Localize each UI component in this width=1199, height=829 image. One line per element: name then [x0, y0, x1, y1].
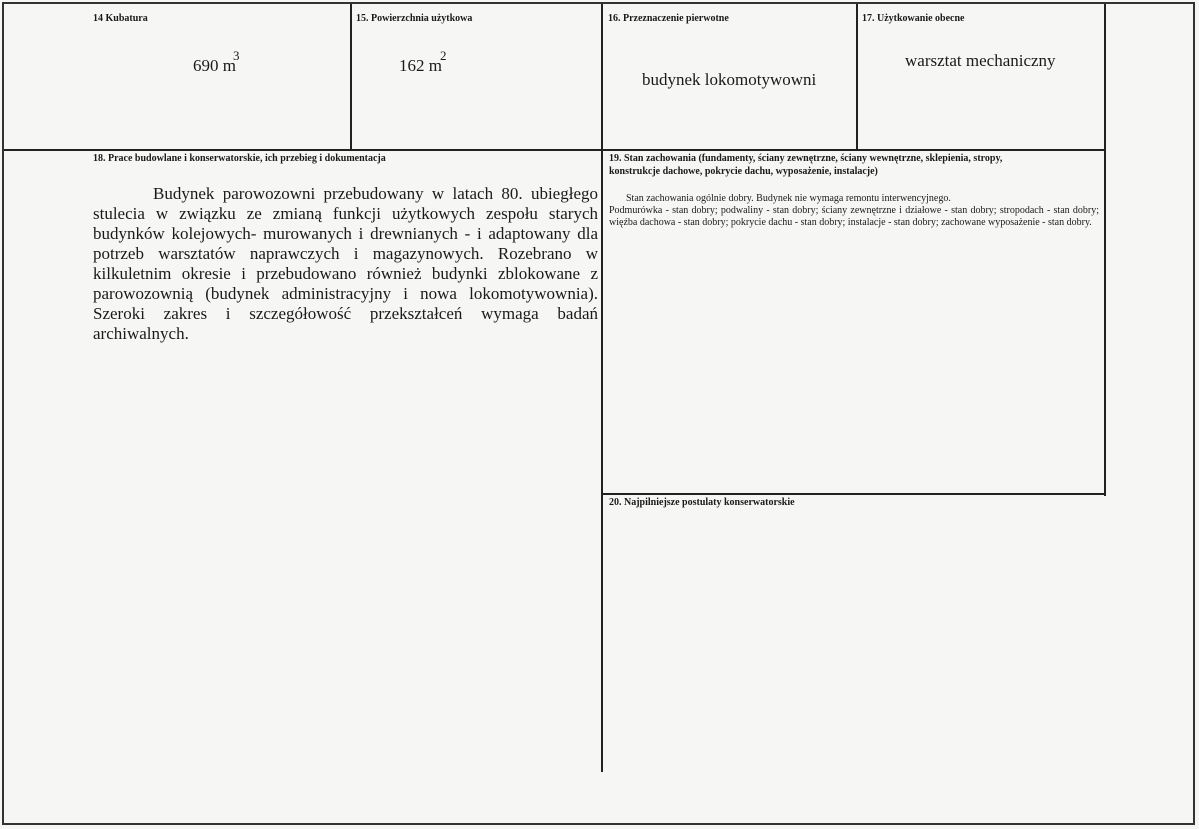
- stan-label-line2: konstrukcje dachowe, pokrycie dachu, wyposażenie, instalacje): [609, 166, 878, 177]
- uzytkowanie-label: 17. Użytkowanie obecne: [862, 13, 965, 24]
- uzytkowanie-value: warsztat mechaniczny: [905, 51, 1056, 70]
- kubatura-unit-exponent: 3: [233, 48, 240, 63]
- divider-col-1: [350, 4, 352, 150]
- divider-col-2: [601, 4, 603, 772]
- postulaty-label: 20. Najpilniejsze postulaty konserwatorskie: [609, 497, 795, 508]
- prace-text: [93, 184, 598, 344]
- divider-right: [1104, 4, 1106, 496]
- divider-section-20: [602, 493, 1105, 495]
- powierzchnia-value: 162 m: [399, 56, 442, 75]
- prace-label: 18. Prace budowlane i konserwatorskie, ich przebieg i dokumentacja: [93, 153, 386, 164]
- kubatura-label: 14 Kubatura: [93, 13, 148, 24]
- divider-col-3: [856, 4, 858, 150]
- stan-line1: Stan zachowania ogólnie dobry. Budynek nie wymaga remontu interwencyjnego.: [626, 193, 951, 204]
- powierzchnia-label: 15. Powierzchnia użytkowa: [356, 13, 473, 24]
- stan-label-line1: 19. Stan zachowania (fundamenty, ściany zewnętrzne, ściany wewnętrzne, sklepienia, stropy,: [609, 153, 1003, 164]
- form-frame: [2, 2, 1195, 825]
- przeznaczenie-label: 16. Przeznaczenie pierwotne: [608, 13, 729, 24]
- stan-text: [609, 193, 1099, 229]
- stan-line2: Podmurówka - stan dobry; podwaliny - stan dobry; ściany zewnętrzne i działowe - stan dobry; stropodach - stan dobry; więźba dachowa - stan dobry; pokrycie dachu - stan dobry; instalacje - stan dobry; zachowane wyposażenie - stan dobry.: [609, 205, 1099, 228]
- przeznaczenie-value: budynek lokomotywowni: [642, 70, 817, 89]
- prace-paragraph: Budynek parowozowni przebudowany w latach 80. ubiegłego stulecia w związku ze zmianą funkcji użytkowych zespołu starych budynków kolejowych- murowanych i drewnianych - i adaptowany dla potrzeb warsztatów naprawczych i magazynowych. Rozebrano w kilkuletnim okresie i przebudowano również budynki zblokowane z parowozownią (budynek administracyjny i nowa lokomotywownia). Szeroki zakres i szczegółowość przekształceń wymaga badań archiwalnych.: [93, 184, 598, 343]
- kubatura-value: 690 m: [193, 56, 236, 75]
- divider-top-row: [4, 149, 1105, 151]
- powierzchnia-unit-exponent: 2: [440, 48, 447, 63]
